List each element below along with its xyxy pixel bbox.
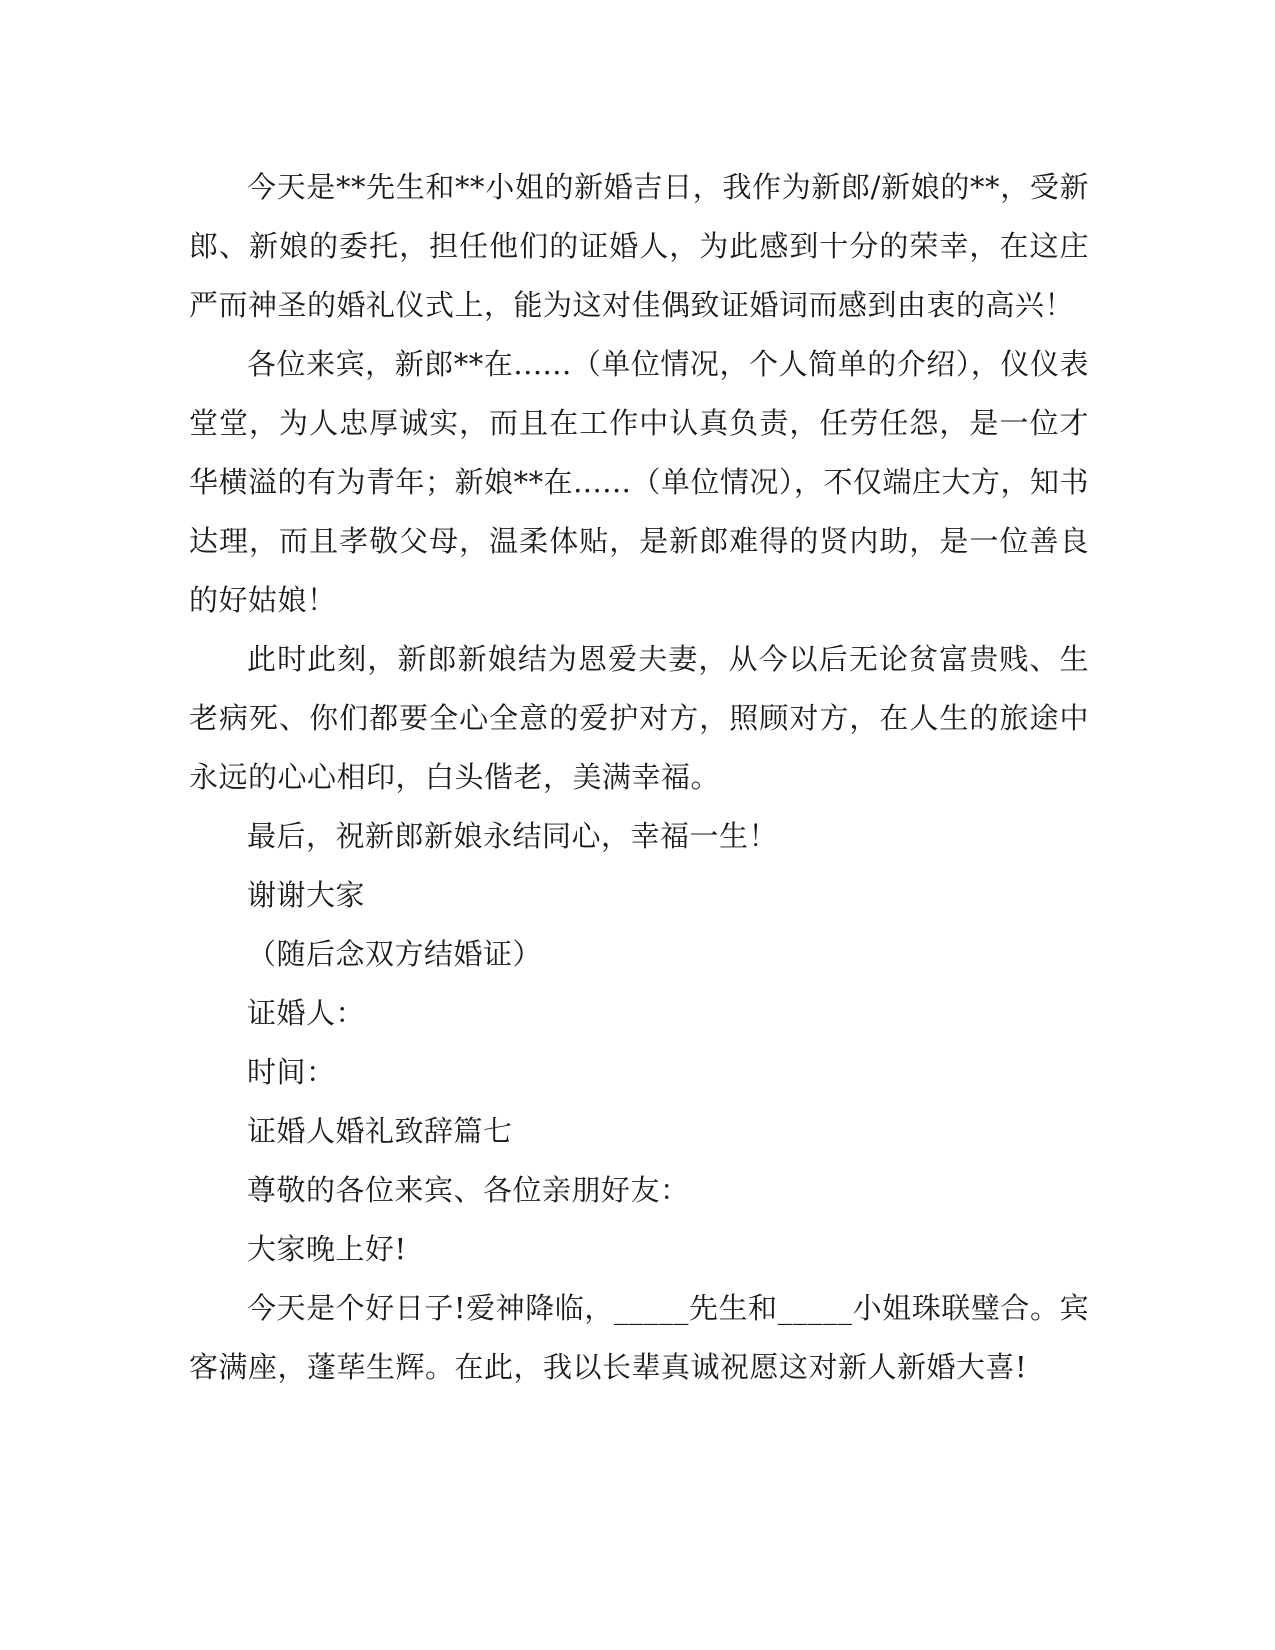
paragraph-final: 今天是个好日子!爱神降临，_____先生和_____小姐珠联璧合。宾客满座，蓬荜生辉。在此，我以长辈真诚祝愿这对新人新婚大喜! xyxy=(189,1291,1089,1384)
section-heading: 证婚人婚礼致辞篇七 xyxy=(247,1114,513,1148)
line-blessing: 最后，祝新郎新娘永结同心，幸福一生！ xyxy=(247,819,779,853)
line-time: 时间： xyxy=(247,1055,336,1089)
line-thanks: 谢谢大家 xyxy=(247,878,366,912)
line-salutation: 尊敬的各位来宾、各位亲朋好友： xyxy=(247,1173,690,1207)
paragraph-couple-introduction: 各位来宾，新郎**在......（单位情况，个人简单的介绍），仪仪表堂堂，为人忠厚诚实，而且在工作中认真负责，任劳任怨，是一位才华横溢的有为青年；新娘**在......（单位情况），不仅端庄大方，知书达理，而且孝敬父母，温柔体贴，是新郎难得的贤内助，是一位善良的好姑娘！ xyxy=(189,347,1089,617)
line-greeting: 大家晚上好! xyxy=(247,1232,407,1266)
line-officiant: 证婚人： xyxy=(247,996,366,1030)
paragraph-intro: 今天是**先生和**小姐的新婚吉日，我作为新郎/新娘的**，受新郎、新娘的委托，担任他们的证婚人，为此感到十分的荣幸，在这庄严而神圣的婚礼仪式上，能为这对佳偶致证婚词而感到由衷的高兴！ xyxy=(189,170,1089,322)
paragraph-vows: 此时此刻，新郎新娘结为恩爱夫妻，从今以后无论贫富贵贱、生老病死、你们都要全心全意的爱护对方，照顾对方，在人生的旅途中永远的心心相印，白头偕老，美满幸福。 xyxy=(189,642,1089,794)
document-body xyxy=(189,158,1089,1397)
line-note: （随后念双方结婚证） xyxy=(247,937,543,971)
